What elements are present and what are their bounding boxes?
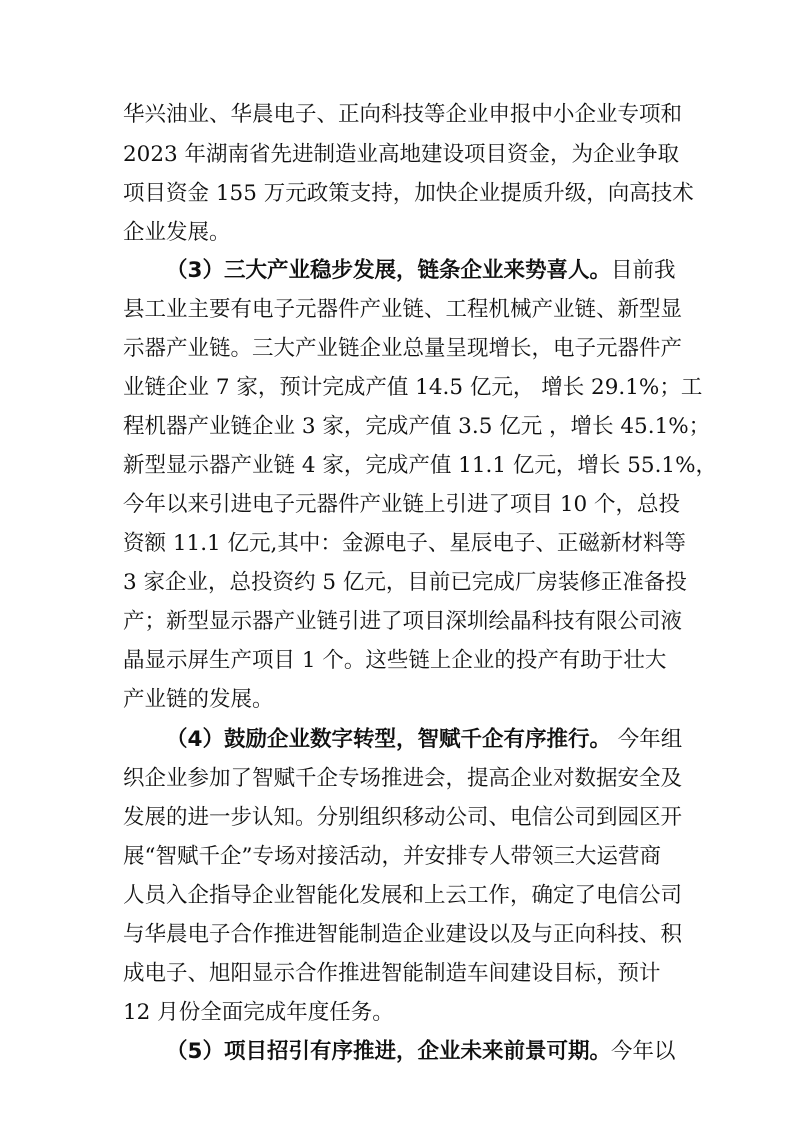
paragraph-line: 项目资金 155 万元政策支持，加快企业提质升级，向高技术 xyxy=(123,181,694,206)
paragraph-line: 晶显示屏生产项目 1 个。这些链上企业的投产有助于壮大 xyxy=(123,648,667,673)
section-5-heading: （5）项目招引有序推进，企业未来前景可期。 xyxy=(166,1039,611,1064)
section-3-lead-text: 目前我 xyxy=(610,258,676,283)
paragraph-line: 2023 年湖南省先进制造业高地建设项目资金，为企业争取 xyxy=(123,142,680,167)
section-4-first-line xyxy=(166,726,682,754)
paragraph-line: 县工业主要有电子元器件产业链、工程机械产业链、新型显 xyxy=(123,297,683,322)
paragraph-line: 3 家企业，总投资约 5 亿元，目前已完成厂房装修正准备投 xyxy=(123,570,687,595)
paragraph-line: 与华晨电子合作推进智能制造企业建设以及与正向科技、积 xyxy=(123,922,683,947)
paragraph-line: 程机器产业链企业 3 家，完成产值 3.5 亿元 ，增长 45.1%； xyxy=(123,414,711,439)
paragraph-line: 12 月份全面完成年度任务。 xyxy=(123,1000,394,1025)
paragraph-line: 企业发展。 xyxy=(123,220,231,245)
paragraph-line: 新型显示器产业链 4 家，完成产值 11.1 亿元，增长 55.1%， xyxy=(123,453,718,478)
paragraph-line: 产；新型显示器产业链引进了项目深圳绘晶科技有限公司液 xyxy=(123,609,683,634)
section-3-first-line xyxy=(166,257,675,285)
paragraph-line: 今年以来引进电子元器件产业链上引进了项目 10 个，总投 xyxy=(123,492,681,517)
paragraph-line: 发展的进一步认知。分别组织移动公司、电信公司到园区开 xyxy=(123,805,683,830)
section-5-first-line xyxy=(166,1038,675,1066)
paragraph-line: 成电子、旭阳显示合作推进智能制造车间建设目标，预计 xyxy=(123,961,661,986)
paragraph-line: 示器产业链。三大产业链企业总量呈现增长，电子元器件产 xyxy=(123,336,683,361)
section-5-lead-text: 今年以 xyxy=(610,1039,676,1064)
section-4-heading: （4）鼓励企业数字转型，智赋千企有序推行。 xyxy=(166,727,611,752)
paragraph-line: 资额 11.1 亿元,其中：金源电子、星辰电子、正磁新材料等 xyxy=(123,531,686,556)
paragraph-line: 人员入企指导企业智能化发展和上云工作，确定了电信公司 xyxy=(123,883,683,908)
paragraph-line: 业链企业 7 家，预计完成产值 14.5 亿元， 增长 29.1%；工 xyxy=(123,375,703,400)
paragraph-line: 华兴油业、华晨电子、正向科技等企业申报中小企业专项和 xyxy=(123,102,683,127)
paragraph-line: 织企业参加了智赋千企专场推进会，提高企业对数据安全及 xyxy=(123,766,683,791)
section-3-heading: （3）三大产业稳步发展，链条企业来势喜人。 xyxy=(166,258,611,283)
paragraph-line: 展“智赋千企”专场对接活动，并安排专人带领三大运营商 xyxy=(123,844,661,869)
paragraph-line: 产业链的发展。 xyxy=(123,687,274,712)
section-4-lead-text: 今年组 xyxy=(610,727,683,752)
